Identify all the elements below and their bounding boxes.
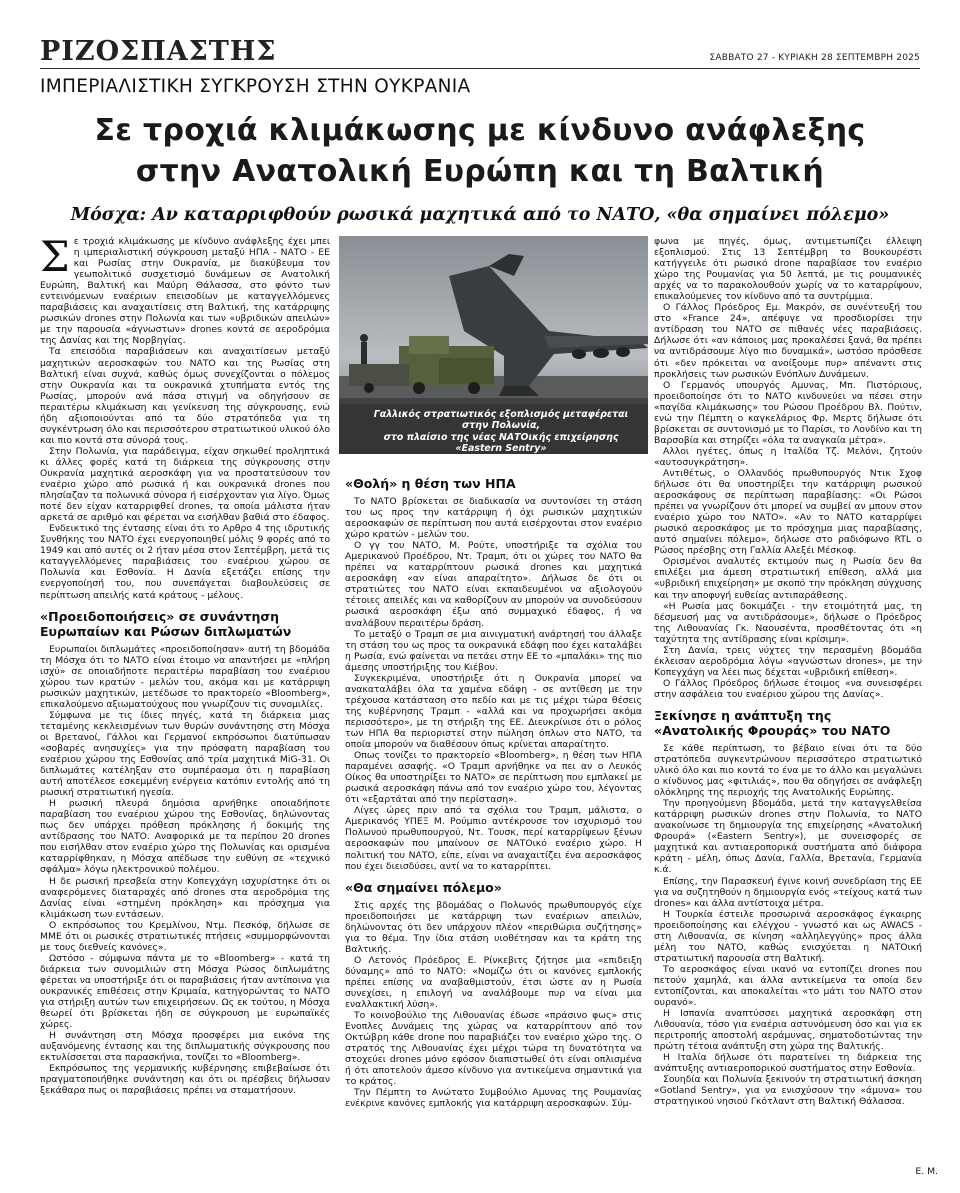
paragraph: Οπως τονίζει το πρακτορείο «Bloomberg», η θέση των ΗΠΑ παραμένει ασαφής. «Ο Τραμπ αρνήθηκε να πει αν ο Λευκός Οίκος θα υποστηρίξει το ΝΑΤΟ» σε περίπτωση που εμπλακεί με ρωσικά αεροσκάφη πάνω από τον εναέριο χώρο του, λέγοντας ότι «εξαρτάται από την περίσταση». xyxy=(345,750,642,806)
paragraph: Ο Γάλλος Πρόεδρος δήλωσε έτοιμος «να συνεισφέρει στην ασφάλεια του εναέριου χώρου της Δανίας». xyxy=(654,677,922,700)
paragraph: Την Πέμπτη το Ανώτατο Συμβούλιο Αμυνας της Ρουμανίας ενέκρινε κανόνες εμπλοκής για κατάρριψη αεροσκαφών. Σύμ- xyxy=(345,1087,642,1110)
paragraph: φωνα με πηγές, όμως, αντιμετωπίζει έλλειψη εξοπλισμού. Στις 13 Σεπτέμβρη το Βουκουρέστι κατήγγειλε ότι ρωσικό drone παραβίασε τον εναέριο χώρο της Ρουμανίας για 50 λεπτά, με τις ρουμανικές αρχές να το παρακολουθούν χωρίς να το καταρρίψουν, επικαλούμενες τον κίνδυνο από τα συντρίμμια. xyxy=(654,236,922,303)
paragraph: Συγκεκριμένα, υποστήριξε ότι η Ουκρανία μπορεί να ανακαταλάβει όλα τα χαμένα εδάφη - σε αντίθεση με την τρέχουσα κατάσταση στο πεδίο και με τις μέχρι τώρα θέσεις της κυβέρνησης Τραμπ - «αλλά και να προχωρήσει ακόμα περισσότερο», με τη στήριξη της ΕΕ. Διευκρίνισε ότι ο ρόλος των ΗΠΑ θα περιοριστεί στην πώληση όπλων στο ΝΑΤΟ, τα οποία μπορούν να διαθέσουν όπως κρίνεται απαραίτητο. xyxy=(345,672,642,751)
paragraph: Σε κάθε περίπτωση, το βέβαιο είναι ότι τα δύο στρατόπεδα συγκεντρώνουν περισσότερο στρατιωτικό υλικό όλο και πιο κοντά το ένα με το άλλο και μεγαλώνει ο κίνδυνος μας «φιτιλιάς», που θα οδηγήσει σε ανάφλεξη ολόκληρης της περιοχής της Ανατολικής Ευρώπης. xyxy=(654,742,922,799)
paragraph: Αλλοι ηγέτες, όπως η Ιταλίδα Τζ. Μελόνι, ζητούν «αυτοσυγκράτηση». xyxy=(654,445,922,468)
section-subheading: «Θα σημαίνει πόλεμο» xyxy=(345,879,502,895)
paragraph: Το κοινοβούλιο της Λιθουανίας έδωσε «πράσινο φως» στις Ενοπλες Δυνάμεις της χώρας να καταρρίπτουν από τον Οκτώβρη κάθε drone που παραβιάζει τον εναέριο χώρο της. Ο στρατός της Λιθουανίας έχει μέχρι τώρα τη δυνατότητα να στοχεύει drones μόνο εφόσον διαπιστωθεί ότι είναι οπλισμένα ή ότι αποτελούν άμεσο κίνδυνο για αντικείμενα σημαντικά για το κράτος. xyxy=(345,1010,642,1088)
paragraph: Το ΝΑΤΟ βρίσκεται σε διαδικασία να συντονίσει τη στάση του ως προς την κατάρριψη ή όχι ρωσικών μαχητικών αεροσκαφών σε περίπτωση που αυτά εισέρχονται στον εναέριο χώρο κρατών - μελών του. xyxy=(345,496,642,541)
article-column-2 xyxy=(345,460,642,1109)
paragraph: Σε τροχιά κλιμάκωσης με κίνδυνο ανάφλεξης έχει μπει η ιμπεριαλιστική σύγκρουση μεταξύ ΗΠΑ - ΝΑΤΟ - ΕΕ και Ρωσίας στην Ουκρανία, με διακύβευμα τον γεωπολιτικό συσχετισμό δυνάμεων σε Ανατολική Ευρώπη, Βαλτική και Μαύρη Θάλασσα, στο φόντο των εντεινόμενων εναέριων επεισοδίων με καταγγελλόμενες παραβιάσεις και αναχαιτίσεις στη Βαλτική, της κατάρριψης ρωσικών drones στην Πολωνία και των «υβριδικών απειλών» με την παρουσία «άγνωστων» drones κοντά σε αεροδρόμια της Δανίας και της Νορβηγίας. xyxy=(40,232,330,347)
paragraph: Η Τουρκία έστειλε προσωρινά αεροσκάφος έγκαιρης προειδοποίησης και ελέγχου - γνωστό και ως AWACS - στη Λιθουανία, σε κίνηση «αλληλεγγύης» προς άλλα μέλη του ΝΑΤΟ, καθώς ενισχύεται η ΝΑΤΟική στρατιωτική παρουσία στη Βαλτική. xyxy=(654,908,922,964)
section-subheading: Ξεκίνησε η ανάπτυξη της «Ανατολικής Φρουράς» του ΝΑΤΟ xyxy=(654,707,891,738)
paragraph: Επίσης, την Παρασκευή έγινε κοινή συνεδρίαση της ΕΕ για να συζητηθούν η δημιουργία ενός «τείχους κατά των drones» και άλλα αντίστοιχα μέτρα. xyxy=(654,875,922,909)
paragraph: «Η Ρωσία μας δοκιμάζει - την ετοιμότητά μας, τη δέσμευσή μας να αντιδράσουμε», δήλωσε ο Πρόεδρος της Λιθουανίας Γκ. Ναουσέντα, προσθέτοντας ότι «η ταχύτητα της αντίδρασης είναι κρίσιμη». xyxy=(654,600,922,645)
article-column-3 xyxy=(654,236,922,1108)
photo-caption-line-2: στο πλαίσιο της νέας ΝΑΤΟικής επιχείρησης «Eastern Sentry» xyxy=(383,431,619,454)
paragraph: Ευρωπαίοι διπλωμάτες «προειδοποίησαν» αυτή τη βδομάδα τη Μόσχα ότι το ΝΑΤΟ είναι έτοιμο να απαντήσει με «πλήρη ισχύ» σε οποιαδήποτε περαιτέρω παραβίαση του εναέριου χώρου των κρατών - μελών του, ακόμα και με κατάρριψη ρωσικών μαχητικών, μετέδωσε το πρακτορείο «Bloomberg», επικαλούμενο αξιωματούχους που γνωρίζουν τις συνομιλίες. xyxy=(40,643,330,710)
paragraph: Ωστόσο - σύμφωνα πάντα με το «Bloomberg» - κατά τη διάρκεια των συνομιλιών στη Μόσχα Ρώσος διπλωμάτης φέρεται να υποστήριξε ότι οι παραβιάσεις ήταν αντίποινα για ουκρανικές επιθέσεις στην Κριμαία, κατηγορώντας το ΝΑΤΟ για στήριξη αυτών των επιχειρήσεων. Ως εκ τούτου, η Μόσχα θεωρεί ότι βρίσκεται ήδη σε σύγκρουση με ευρωπαϊκές χώρες. xyxy=(40,952,330,1031)
headline-line-1: Σε τροχιά κλιμάκωσης με κίνδυνο ανάφλεξης xyxy=(94,113,866,148)
author-initials: Ε. Μ. xyxy=(915,1166,938,1177)
drop-cap: Σ xyxy=(40,232,70,281)
paragraph: Η Ισπανία αναπτύσσει μαχητικά αεροσκάφη στη Λιθουανία, τόσο για εναέρια αστυνόμευση όσο και για εκ περιτροπής αποστολή αεράμυνας, σηματοδοτώντας την πρώτη τέτοια ανάπτυξη στη χώρα της Βαλτικής. xyxy=(654,1008,922,1053)
masthead xyxy=(40,36,920,68)
paragraph: Σύμφωνα με τις ίδιες πηγές, κατά τη διάρκεια μιας τεταμένης κεκλεισμένων των θυρών συνάντησης στη Μόσχα οι Βρετανοί, Γάλλοι και Γερμανοί εκπρόσωποι διατύπωσαν «σοβαρές ανησυχίες» για την πρόσφατη παραβίαση του εναέριου χώρου της Εσθονίας από τρία μαχητικά MiG-31. Οι διπλωμάτες κατέληξαν στο συμπέρασμα ότι η παραβίαση αυτή αποτέλεσε εσκεμμένη ενέργεια κατόπιν εντολής από τη ρωσική στρατιωτική ηγεσία. xyxy=(40,709,330,799)
subheadline: Μόσχα: Αν καταρριφθούν ρωσικά μαχητικά από το ΝΑΤΟ, «θα σημαίνει πόλεμο» xyxy=(70,205,890,225)
paragraph: Ο γγ του ΝΑΤΟ, Μ. Ρούτε, υποστήριξε τα σχόλια του Αμερικανού Προέδρου, Ντ. Τραμπ, ότι οι χώρες του ΝΑΤΟ θα πρέπει να καταρρίπτουν ρωσικά drones και μαχητικά αεροσκάφη «αν είναι απαραίτητο». Δήλωσε δε ότι οι στρατιώτες του ΝΑΤΟ είναι εκπαιδευμένοι να αξιολογούν τέτοιες απειλές και να καθορίζουν αν μπορούν να συνοδεύσουν ρωσικά αεροσκάφη έξω από συμμαχικό έδαφος, ή να αναλάβουν περαιτέρω δράση. xyxy=(345,540,642,629)
section-subheading: «Θολή» η θέση των ΗΠΑ xyxy=(345,476,516,491)
paragraph: Το μεταξύ ο Τραμπ σε μια αινιγματική ανάρτησή του άλλαξε τη στάση του ως προς τα ουκρανικά εδάφη που έχει καταλάβει η Ρωσία, ενώ φαίνεται να πετάει στην ΕΕ το «μπαλάκι» της πιο άμεσης υποστήριξης του Κιέβου. xyxy=(345,628,642,673)
paragraph: Στην Πολωνία, για παράδειγμα, είχαν σηκωθεί προληπτικά κι άλλες φορές κατά τη διάρκεια της σύγκρουσης στην Ουκρανία μαχητικά αεροσκάφη για να προστατεύσουν τον εναέριο χώρο από ρωσικά ή και ουκρανικά drones που πλησίαζαν τα πολωνικά σύνορα ή εισέρχονταν για λίγο. Όμως ποτέ δεν είχαν καταρριφθεί drones, τα οποία μάλιστα ήταν αρκετά σε αριθμό και φέρεται να εισήλθαν βαθιά στο έδαφος. xyxy=(40,445,330,524)
paragraph: Λίγες ώρες πριν από τα σχόλια του Τραμπ, μάλιστα, ο Αμερικανός ΥΠΕΞ Μ. Ρούμπιο αντέκρουσε τον ισχυρισμό του Πολωνού πρωθυπουργού, Ντ. Τουσκ, περί καταρρίψεων ξένων αεροσκαφών που μπαίνουν σε ΝΑΤΟικό εναέριο χώρο. Η πολιτική του ΝΑΤΟ, είπε, είναι να αναχαιτίζει ένα αεροσκάφος που έχει διεισδύσει, αντί να το καταρρίπτει. xyxy=(345,805,642,872)
newspaper-logo: ΡΙΖΟΣΠΑΣΤΗΣ xyxy=(40,36,277,67)
photo-caption xyxy=(365,409,637,454)
paragraph: Ορισμένοι αναλυτές εκτιμούν πως η Ρωσία δεν θα επιλέξει μια άμεση στρατιωτική επίθεση, αλλά μια «υβριδική επιχείρηση» με σκοπό την πρόκληση σύγχυσης και την αποφυγή ευθείας αντιπαράθεσης. xyxy=(654,556,922,601)
headline-line-2: στην Ανατολική Ευρώπη και τη Βαλτική xyxy=(135,154,825,189)
paragraph: Στις αρχές της βδομάδας ο Πολωνός πρωθυπουργός είχε προειδοποιήσει με κατάρριψη των εναέριων απειλών, δηλώνοντας ότι δεν υπάρχουν πλέον «περιθώρια συζήτησης» για το θέμα. Την ίδια στάση υιοθέτησαν και τα κράτη της Βαλτικής. xyxy=(345,899,642,955)
paragraph: Η Ιταλία δήλωσε ότι παρατείνει τη διάρκεια της ανάπτυξης αντιαεροπορικού συστήματος στην Εσθονία. xyxy=(654,1052,922,1075)
paragraph: Τα επεισόδια παραβιάσεων και αναχαιτίσεων μεταξύ μαχητικών αεροσκαφών του ΝΑΤΟ και της Ρωσίας στη Βαλτική είναι συχνά, καθώς όμως συνεχίζονται ο πόλεμος στην Ουκρανία και τα ουκρανικά χτυπήματα εντός της Ρωσίας, μπορούν ανά πάσα στιγμή να οδηγήσουν σε περαιτέρω κλιμάκωση και γενίκευση της σύγκρουσης, ενώ ήδη αξιοποιούνται από τα δύο στρατόπεδα για τη συγκέντρωση όλο και περισσότερου στρατιωτικού υλικού όλο και πιο κοντά στα σύνορά τους. xyxy=(40,346,330,446)
paragraph: Το αεροσκάφος είναι ικανό να εντοπίζει drones που πετούν χαμηλά, και άλλα αντικείμενα τα οποία δεν εντοπίζονται, και αποκαλείται «το μάτι του ΝΑΤΟ στον ουρανό». xyxy=(654,963,922,1009)
paragraph: Ο Λετονός Πρόεδρος Ε. Ρίνκεβιτς ζήτησε μια «επιδειξη δύναμης» από το ΝΑΤΟ: «Νομίζω ότι οι κανόνες εμπλοκής πρέπει επίσης να αναβαθμιστούν, έτσι ώστε αν η Ρωσία συνεχίσει, η επιλογή να αναλάβουμε πυρ να είναι μια εναλλακτική λύση». xyxy=(345,954,642,1011)
paragraph: Την προηγούμενη βδομάδα, μετά την καταγγελθείσα κατάρριψη ρωσικών drones στην Πολωνία, το ΝΑΤΟ ανακοίνωσε τη δημιουργία της επιχείρησης «Ανατολική Φρουρά» («Eastern Sentry»), με συνεισφορές σε μαχητικά και αντιαεροπορικά συστήματα από διάφορα κράτη - μέλη, όπως Δανία, Γαλλία, Βρετανία, Γερμανία κ.ά. xyxy=(654,798,922,876)
paragraph: Η ρωσική πλευρά δημόσια αρνήθηκε οποιαδήποτε παραβίαση του εναέριου χώρου της Εσθονίας, δηλώνοντας πως δεν υπάρχει πρόθεση πρόκλησης ή δοκιμής της αντίδρασης του ΝΑΤΟ. Αναφορικά με τα περίπου 20 drones που εισήλθαν στον εναέριο χώρο της Πολωνίας και ορισμένα καταρρίφθηκαν, η Μόσχα απέδωσε την ευθύνη σε «τεχνικό σφάλμα» λόγω ηλεκτρονικού πολέμου. xyxy=(40,798,330,876)
headline xyxy=(40,110,920,192)
photo-caption-line-1: Γαλλικός στρατιωτικός εξοπλισμός μεταφέρεται στην Πολωνία, xyxy=(373,409,629,432)
paragraph: Εκπρόσωπος της γερμανικής κυβέρνησης επιβεβαίωσε ότι πραγματοποιήθηκε συνάντηση και ότι οι πρέσβεις δήλωσαν ξεκάθαρα πως οι παραβιάσεις πρέπει να σταματήσουν. xyxy=(40,1063,330,1097)
paragraph: Σουηδία και Πολωνία ξεκινούν τη στρατιωτική άσκηση «Gotland Sentry», για να ενισχύσουν την «άμυνα» του στρατηγικού νησιού Γκότλαντ στη Βαλτική Θάλασσα. xyxy=(654,1074,922,1108)
masthead-divider xyxy=(40,68,920,69)
paragraph: Στη Δανία, τρεις νύχτες την περασμένη βδομάδα έκλεισαν αεροδρόμια λόγω «αγνώστων drones», με την Κοπεγχάγη να λέει πως δέχεται «υβριδική επίθεση». xyxy=(654,644,922,678)
paragraph: Αντιθέτως, ο Ολλανδός πρωθυπουργός Ντικ Σχοφ δήλωσε ότι θα υποστηρίξει την κατάρριψη ρωσικού αεροσκάφους σε περίπτωση παραβίασης: «Οι Ρώσοι πρέπει να γνωρίζουν ότι μπορεί να συμβεί αν μπουν στον εναέριο χώρο του ΝΑΤΟ». «Αν το ΝΑΤΟ καταρρίψει ρωσικό αεροσκάφος με το πρόσχημα μιας παραβίασης, αυτό σημαίνει πόλεμο», δήλωσε στο ραδιόφωνο RTL ο Ρώσος πρέσβης στη Γαλλία Αλεξέι Μέσκοφ. xyxy=(654,467,922,557)
paragraph: Η συνάντηση στη Μόσχα προσφέρει μια εικόνα της αυξανόμενης έντασης και της διπλωματικής σύγκρουσης που εκτυλίσσεται στα παρασκήνια, τονίζει το «Bloomberg». xyxy=(40,1030,330,1064)
section-label: ΙΜΠΕΡΙΑΛΙΣΤΙΚΗ ΣΥΓΚΡΟΥΣΗ ΣΤΗΝ ΟΥΚΡΑΝΙΑ xyxy=(40,76,471,97)
paragraph: Ο Γάλλος Πρόεδρος Εμ. Μακρόν, σε συνέντευξή του στο «France 24», απέφυγε να προσδιορίσει την αντίδραση του ΝΑΤΟ σε πιθανές νέες παραβιάσεις. Δήλωσε ότι «αν κάποιος μας προκαλέσει ξανά, θα πρέπει να αντιδράσουμε λίγο πιο δυναμικά», ωστόσο πρόσθεσε ότι «δεν πρόκειται να ανοίξουμε πυρ» απέναντι στις προκλήσεις των ρωσικών Ενόπλων Δυνάμεων. xyxy=(654,302,922,380)
article-column-1 xyxy=(40,232,330,1097)
paragraph: Η δε ρωσική πρεσβεία στην Κοπεγχάγη ισχυρίστηκε ότι οι αναφερόμενες διαταραχές από drones στα αεροδρόμια της Δανίας είναι «στημένη πρόκληση» και πρόσχημα για κλιμάκωση των εντάσεων. xyxy=(40,875,330,920)
issue-date: ΣΑΒΒΑΤΟ 27 - ΚΥΡΙΑΚΗ 28 ΣΕΠΤΕΜΒΡΗ 2025 xyxy=(709,53,920,63)
paragraph: Ο Γερμανός υπουργός Αμυνας, Μπ. Πιστόριους, προειδοποίησε ότι το ΝΑΤΟ κινδυνεύει να πέσει στην «παγίδα κλιμάκωσης» του Ρώσου Προέδρου Βλ. Πούτιν, ενώ την Πέμπτη ο καγκελάριος Φρ. Μερτς δήλωσε ότι βρίσκεται σε συντονισμό με το Παρίσι, το Λονδίνο και τη Βαρσοβία και στηρίζει «όλα τα αναγκαία μέτρα». xyxy=(654,379,922,446)
section-subheading: «Προειδοποιήσεις» σε συνάντηση Ευρωπαίων και Ρώσων διπλωματών xyxy=(40,608,292,639)
paragraph: Ενδεικτικό της έντασης είναι ότι το Αρθρο 4 της ιδρυτικής Συνθήκης του ΝΑΤΟ έχει ενεργοποιηθεί μόλις 9 φορές από το 1949 και από αυτές οι 2 ήταν μέσα στον Σεπτέμβρη, μετά τις καταγγελλόμενες παραβιάσεις του εναέριου χώρου σε Πολωνία και Εσθονία. Η Δανία εξετάζει επίσης την ενεργοποίησή του, που συνεπάγεται διαβουλεύσεις σε περίπτωση απειλής κατά κράτους - μέλους. xyxy=(40,523,330,601)
paragraph: Ο εκπρόσωπος του Κρεμλίνου, Ντμ. Πεσκόφ, δήλωσε σε ΜΜΕ ότι οι ρωσικές στρατιωτικές πτήσεις «συμμορφώνονται με τους διεθνείς κανόνες». xyxy=(40,919,330,953)
